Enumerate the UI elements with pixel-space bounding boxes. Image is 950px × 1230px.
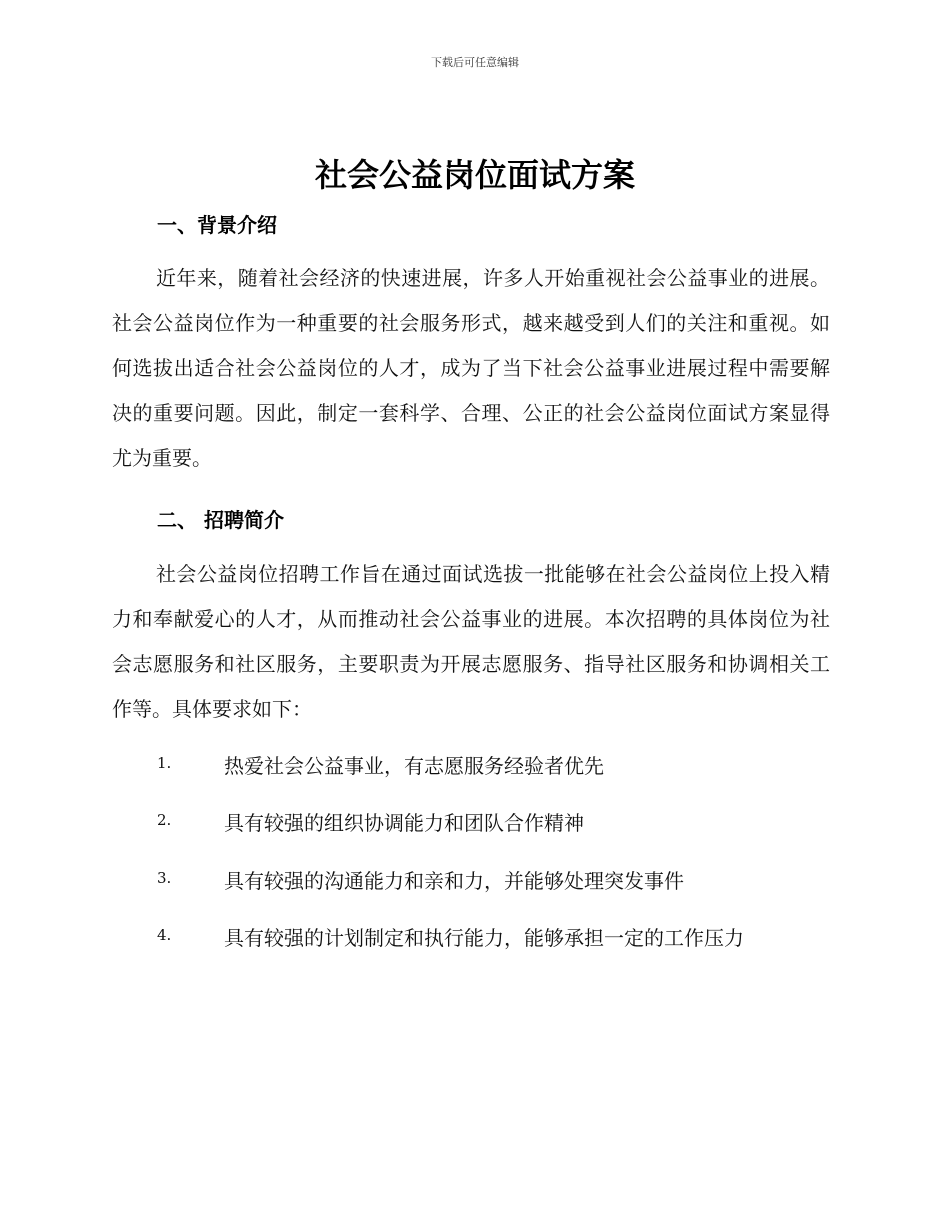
list-item-text: 热爱社会公益事业，有志愿服务经验者优先	[224, 754, 604, 778]
list-item-number: 4.	[157, 926, 172, 944]
list-item-number: 2.	[157, 811, 172, 829]
list-item-number: 3.	[157, 869, 172, 887]
document-title: 社会公益岗位面试方案	[314, 156, 635, 194]
header-note: 下载后可任意编辑	[431, 56, 519, 69]
list-item	[157, 750, 837, 780]
list-item-number: 1.	[157, 754, 172, 772]
list-item	[157, 922, 837, 952]
paragraph-background: 近年来，随着社会经济的快速进展，许多人开始重视社会公益事业的进展。社会公益岗位作为一种重要的社会服务形式，越来越受到人们的关注和重视。如何选拔出适合社会公益岗位的人才，成为了当下社会公益事业进展过程中需要解决的重要问题。因此，制定一套科学、合理、公正的社会公益岗位面试方案显得尤为重要。	[112, 266, 830, 470]
list-item-text: 具有较强的组织协调能力和团队合作精神	[224, 811, 584, 835]
list-item	[157, 865, 837, 895]
list-item-text: 具有较强的沟通能力和亲和力，并能够处理突发事件	[224, 869, 684, 893]
list-item	[157, 807, 837, 837]
paragraph-recruitment: 社会公益岗位招聘工作旨在通过面试选拔一批能够在社会公益岗位上投入精力和奉献爱心的人才，从而推动社会公益事业的进展。本次招聘的具体岗位为社会志愿服务和社区服务，主要职责为开展志愿服务、指导社区服务和协调相关工作等。具体要求如下：	[112, 562, 830, 721]
section-heading-recruitment: 二、 招聘简介	[157, 508, 284, 532]
section-heading-background: 一、背景介绍	[157, 213, 277, 237]
list-item-text: 具有较强的计划制定和执行能力，能够承担一定的工作压力	[224, 926, 744, 950]
